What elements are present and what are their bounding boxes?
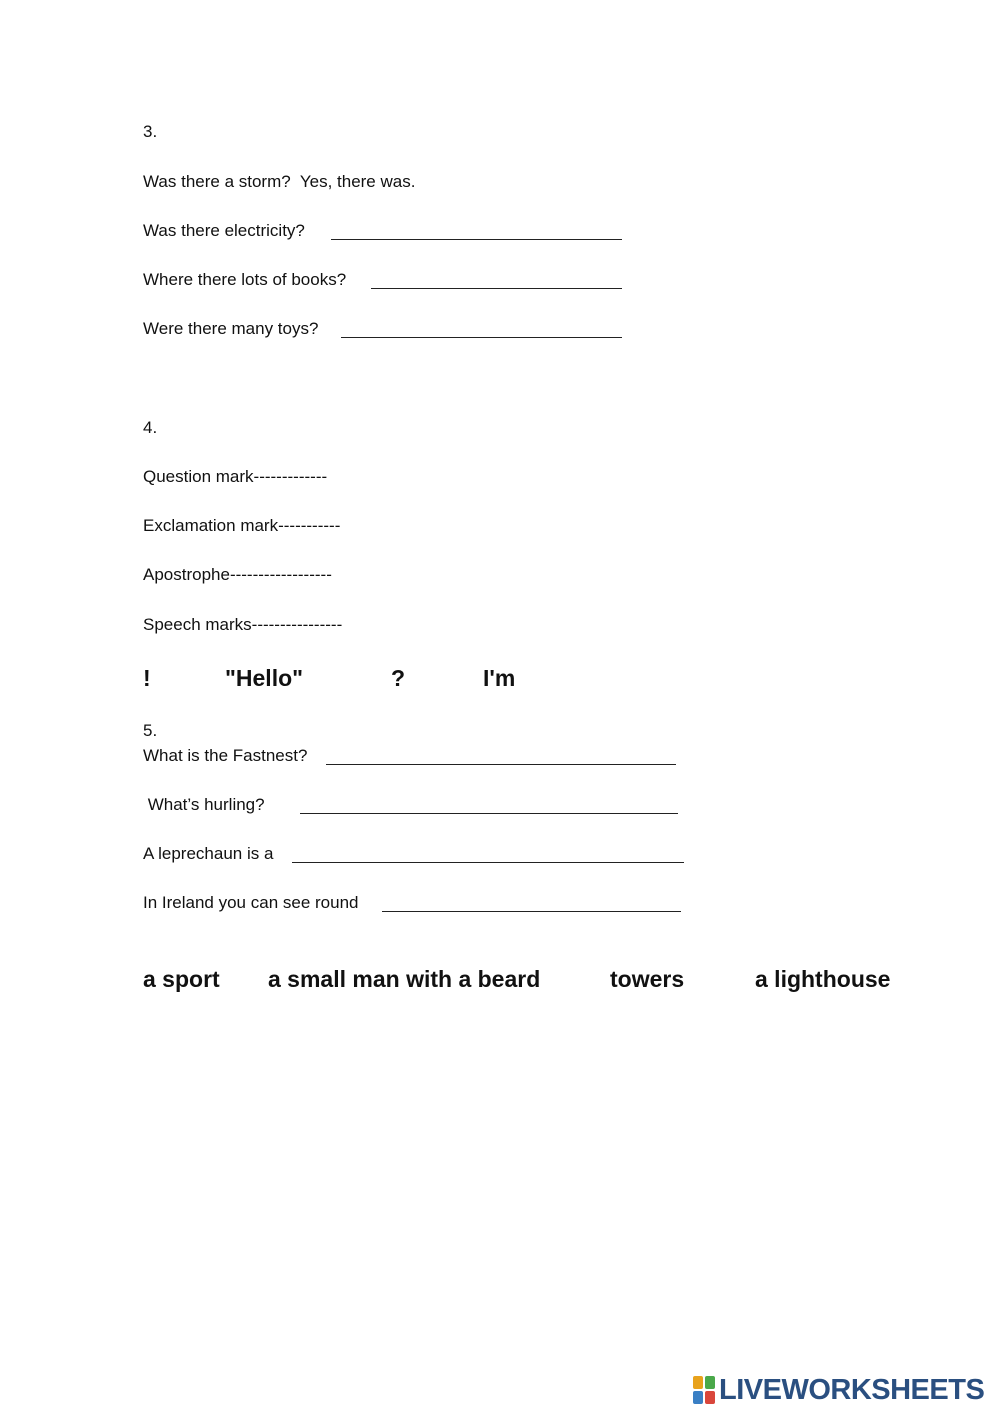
logo-grid-icon [693,1376,715,1404]
option-a-small-man-with-a-beard[interactable]: a small man with a beard [268,966,541,992]
answer-blank-3-3[interactable] [341,337,622,338]
logo-square-icon [693,1391,703,1404]
section-4-item-4[interactable]: Speech marks---------------- [143,615,343,634]
logo-text: LIVEWORKSHEETS [719,1373,985,1406]
option-towers[interactable]: towers [610,966,685,992]
answer-blank-5-4[interactable] [382,911,681,912]
option-a-lighthouse[interactable]: a lighthouse [755,966,891,992]
logo-square-icon [705,1391,715,1404]
option-im[interactable]: I'm [483,665,516,691]
section-5-number: 5. [143,721,158,740]
section-4-number: 4. [143,418,158,437]
answer-blank-5-2[interactable] [300,813,678,814]
section-5-question-2: What’s hurling? [143,795,265,814]
section-3-question-2: Where there lots of books? [143,270,347,289]
logo-square-icon [693,1376,703,1389]
option-question-mark[interactable]: ? [391,665,406,691]
answer-blank-3-1[interactable] [331,239,622,240]
section-3-number: 3. [143,122,158,141]
option-hello[interactable]: "Hello" [225,665,304,691]
logo-square-icon [705,1376,715,1389]
answer-blank-5-3[interactable] [292,862,684,863]
answer-blank-3-2[interactable] [371,288,622,289]
section-5-question-4: In Ireland you can see round [143,893,359,912]
section-3-example: Was there a storm? Yes, there was. [143,172,416,191]
section-5-question-3: A leprechaun is a [143,844,274,863]
section-3-question-3: Were there many toys? [143,319,319,338]
section-5-question-1: What is the Fastnest? [143,746,308,765]
liveworksheets-logo [693,1372,984,1408]
section-4-item-1[interactable]: Question mark------------- [143,467,328,486]
section-4-item-3[interactable]: Apostrophe------------------ [143,565,332,584]
section-3-question-1: Was there electricity? [143,221,305,240]
option-exclamation[interactable]: ! [143,665,151,691]
option-a-sport[interactable]: a sport [143,966,220,992]
section-4-item-2[interactable]: Exclamation mark----------- [143,516,341,535]
answer-blank-5-1[interactable] [326,764,676,765]
